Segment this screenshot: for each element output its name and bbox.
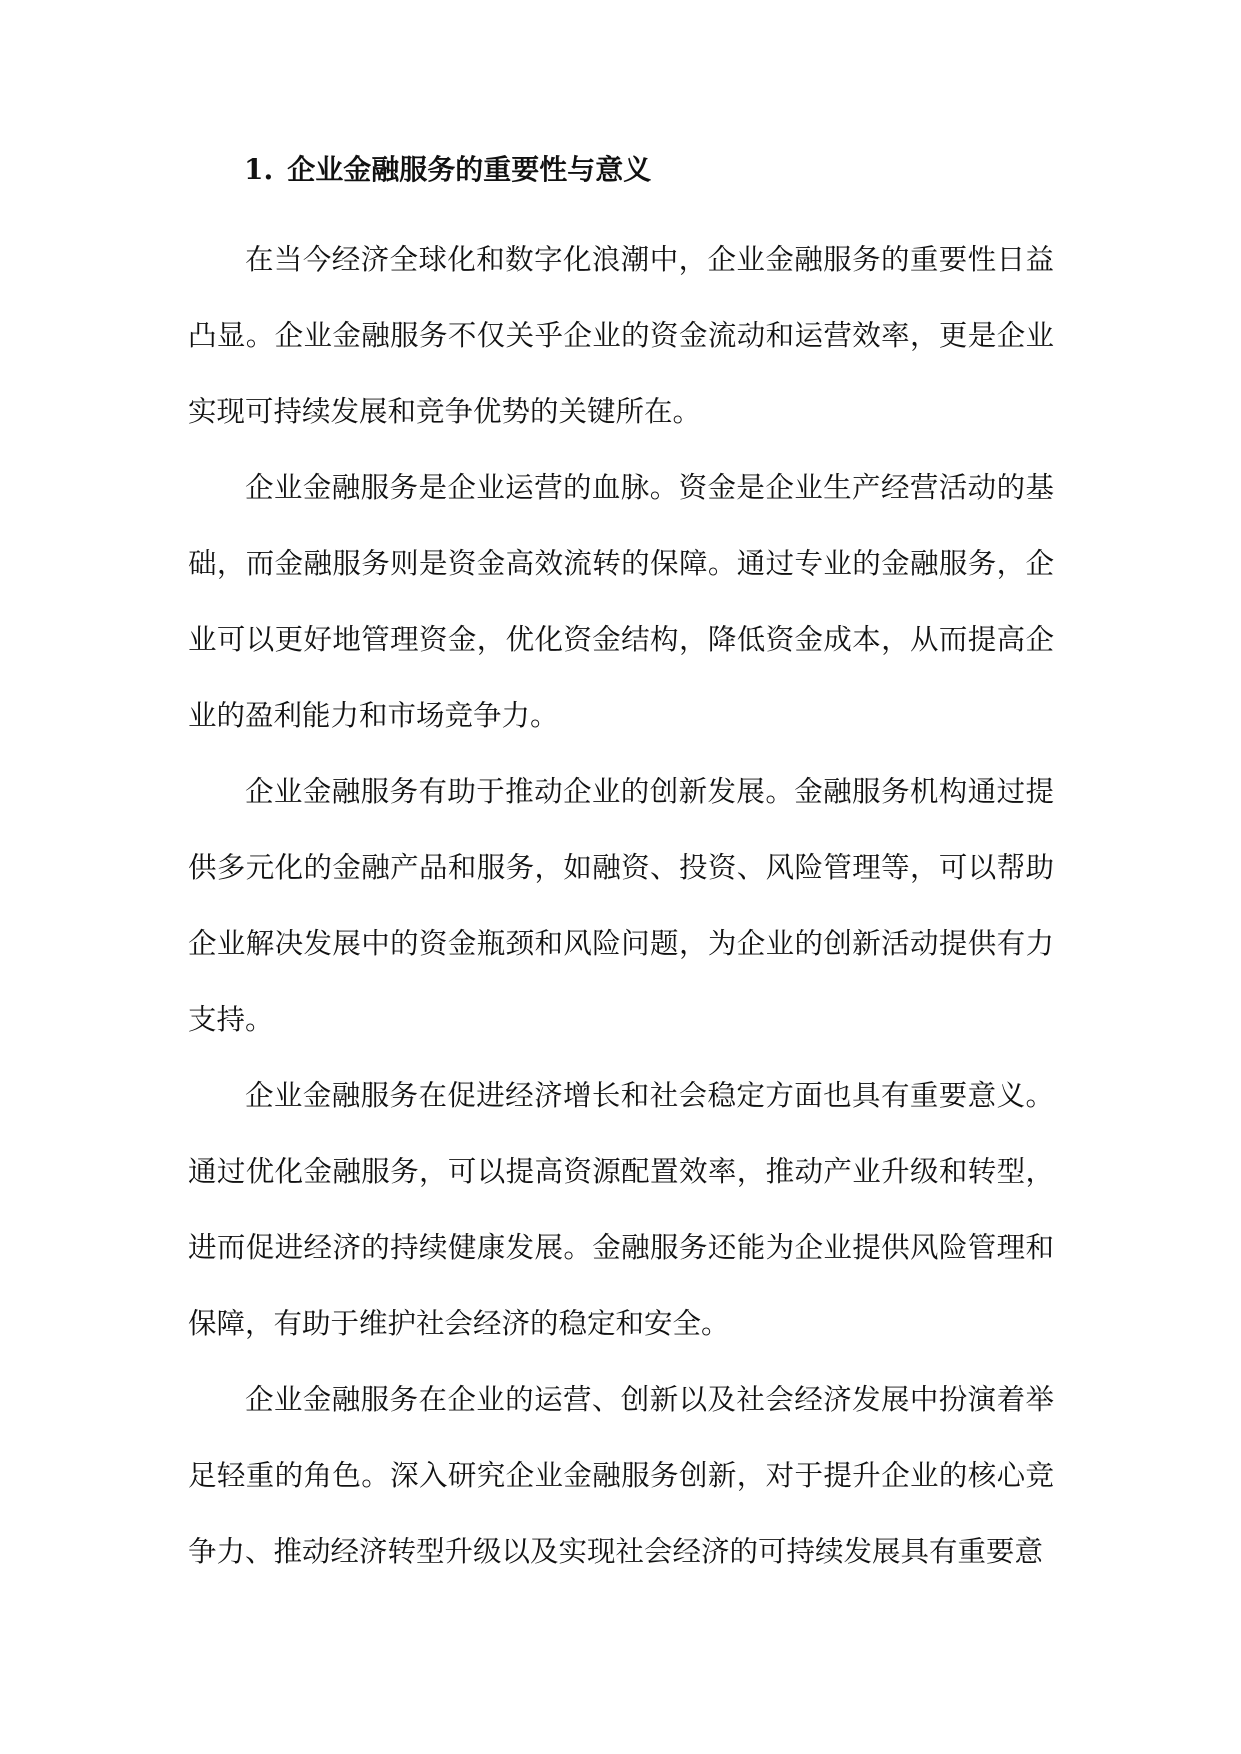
paragraph-1: 在当今经济全球化和数字化浪潮中，企业金融服务的重要性日益凸显。企业金融服务不仅关乎企业的资金流动和运营效率，更是企业实现可持续发展和竞争优势的关键所在。 [188,243,1054,428]
paragraph-4: 企业金融服务在促进经济增长和社会稳定方面也具有重要意义。通过优化金融服务，可以提高资源配置效率，推动产业升级和转型，进而促进经济的持续健康发展。金融服务还能为企业提供风险管理和保障，有助于维护社会经济的稳定和安全。 [188,1079,1054,1340]
section-title: 企业金融服务的重要性与意义 [287,153,652,186]
body-text [188,222,1054,1590]
paragraph-3: 企业金融服务有助于推动企业的创新发展。金融服务机构通过提供多元化的金融产品和服务，如融资、投资、风险管理等，可以帮助企业解决发展中的资金瓶颈和风险问题，为企业的创新活动提供有力支持。 [188,775,1054,1036]
paragraph-2: 企业金融服务是企业运营的血脉。资金是企业生产经营活动的基础，而金融服务则是资金高效流转的保障。通过专业的金融服务，企业可以更好地管理资金，优化资金结构，降低资金成本，从而提高企业的盈利能力和市场竞争力。 [188,471,1054,732]
section-heading [244,150,651,190]
paragraph-5: 企业金融服务在企业的运营、创新以及社会经济发展中扮演着举足轻重的角色。深入研究企业金融服务创新，对于提升企业的核心竞争力、推动经济转型升级以及实现社会经济的可持续发展具有重要意 [188,1383,1054,1568]
section-number: 1. [244,153,274,186]
